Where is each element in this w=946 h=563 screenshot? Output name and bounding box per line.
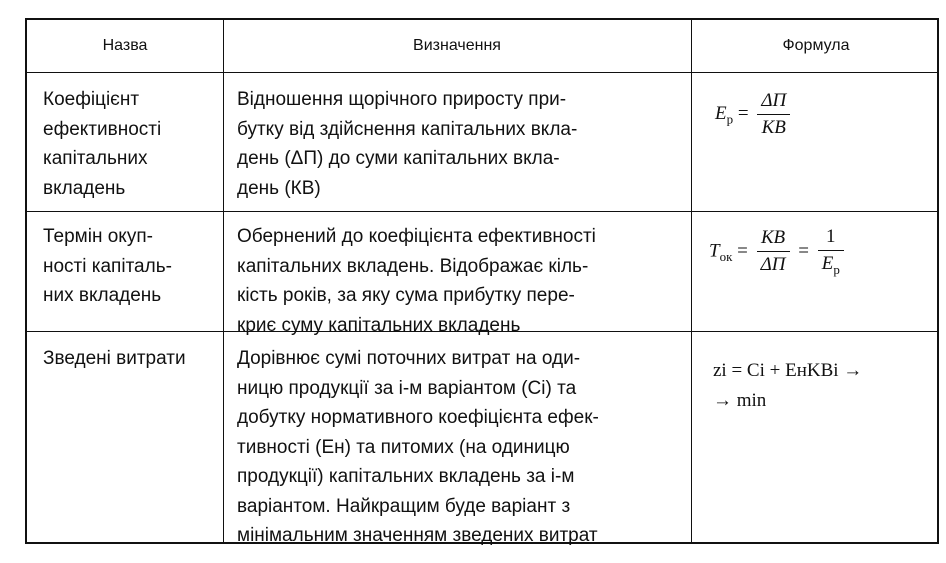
- fraction-denominator: ΔП: [760, 254, 786, 276]
- column-divider: [691, 20, 692, 542]
- header-formula: Формула: [782, 37, 850, 54]
- formula-subscript: ок: [719, 249, 733, 265]
- formula-line: zi = Ci + EнKBi →: [713, 360, 863, 381]
- row-name: Термін окуп- ності капіталь- них вкладень: [43, 226, 172, 306]
- formula-subscript: р: [726, 111, 734, 127]
- formula-fraction: [757, 90, 790, 139]
- fraction-denominator: [818, 251, 844, 278]
- fraction-denominator: КВ: [761, 117, 786, 138]
- row-definition: Відношення щорічного приросту при- бутку від здійснення капітальних вкла- день (ΔП) до суми капітальних вкла- день (КВ): [237, 89, 578, 199]
- row-divider: [27, 211, 937, 212]
- formula-fraction: [818, 226, 844, 278]
- header-name: Назва: [102, 37, 148, 54]
- column-divider: [223, 20, 224, 542]
- formula-symbol: T: [709, 240, 720, 262]
- fraction-numerator: 1: [818, 226, 844, 251]
- formula-equals: =: [737, 240, 748, 262]
- formula-line: → min: [713, 390, 767, 411]
- formula-symbol: E: [821, 253, 834, 274]
- header-divider: [27, 72, 937, 73]
- row-name: Зведені витрати: [43, 348, 186, 369]
- formula-equals: =: [798, 240, 809, 262]
- row-formula: [713, 356, 862, 416]
- row-definition: Дорівнює сумі поточних витрат на оди- ницю продукції за i-м варіантом (Ci) та добутку нормативного коефіцієнта ефек- тивності (Eн) та питомих (на одиницю продукції) капітальних вкладень за i-м варіантом. Найкращим буде варіант з мінімальним значенням зведених витрат: [237, 348, 599, 546]
- formula-fraction: [757, 227, 790, 276]
- row-definition: Обернений до коефіцієнта ефективності капітальних вкладень. Відображає кіль- кість років, за яку сума прибутку пере- криє суму капітальних вкладень: [237, 226, 596, 336]
- formula-equals: =: [737, 102, 749, 124]
- fraction-numerator: КВ: [757, 227, 790, 252]
- header-definition: Визначення: [413, 37, 501, 54]
- row-formula: [709, 226, 848, 278]
- formula-symbol: E: [715, 102, 727, 124]
- row-name: Коефіцієнт ефективності капітальних вкладень: [43, 89, 162, 199]
- formula-subscript: р: [833, 261, 840, 277]
- definitions-table: [25, 18, 939, 544]
- fraction-numerator: ΔП: [757, 90, 790, 115]
- row-formula: [715, 90, 794, 139]
